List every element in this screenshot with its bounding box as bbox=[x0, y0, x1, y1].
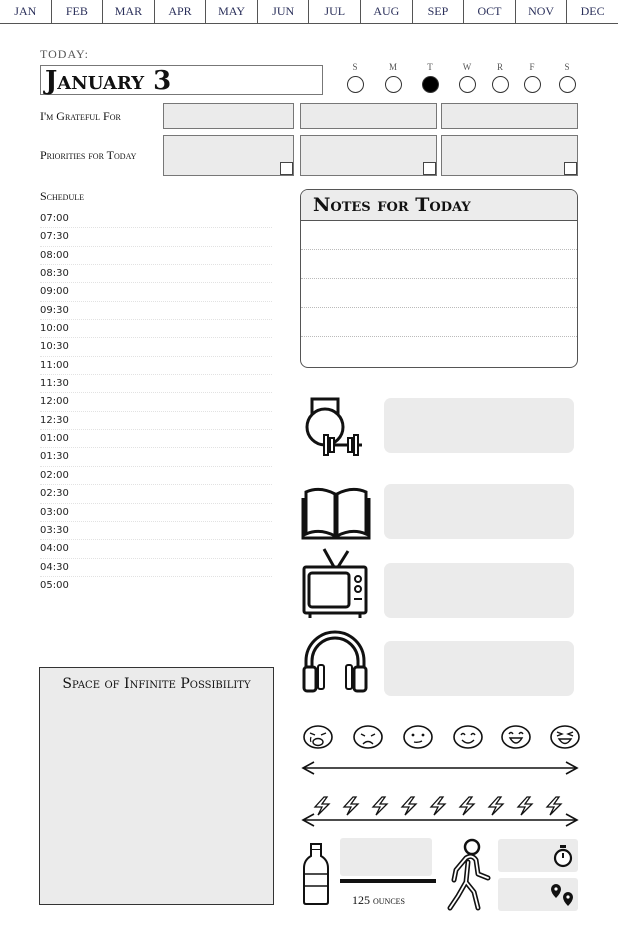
tab-aug[interactable]: AUG bbox=[361, 0, 413, 23]
notes-title: Notes for Today bbox=[301, 190, 577, 221]
weekday-tue bbox=[420, 62, 440, 93]
schedule-slot[interactable]: 09:30 bbox=[40, 302, 272, 320]
schedule-slot[interactable]: 08:00 bbox=[40, 247, 272, 265]
water-divider bbox=[340, 879, 436, 883]
energy-scale-arrow[interactable] bbox=[300, 812, 580, 828]
water-goal-label: 125 ounces bbox=[352, 893, 406, 907]
weekday-mon bbox=[383, 62, 403, 93]
tab-jun[interactable]: JUN bbox=[258, 0, 310, 23]
weekday-letter: S bbox=[564, 62, 570, 72]
music-field[interactable] bbox=[384, 641, 574, 696]
weekday-dot[interactable] bbox=[492, 76, 509, 93]
book-icon bbox=[300, 484, 372, 542]
weekday-sat bbox=[557, 62, 577, 93]
schedule-slot[interactable]: 01:30 bbox=[40, 448, 272, 466]
weekday-dot[interactable] bbox=[459, 76, 476, 93]
priority-field-3[interactable] bbox=[441, 135, 578, 176]
weekday-thu bbox=[490, 62, 510, 93]
schedule-title: Schedule bbox=[40, 189, 85, 203]
schedule-list bbox=[40, 210, 272, 595]
today-label: TODAY: bbox=[40, 47, 89, 61]
schedule-slot[interactable]: 02:30 bbox=[40, 485, 272, 503]
water-bottle-icon bbox=[302, 842, 330, 906]
tab-jul[interactable]: JUL bbox=[309, 0, 361, 23]
notes-line[interactable] bbox=[301, 337, 577, 366]
weekday-dot[interactable] bbox=[385, 76, 402, 93]
schedule-slot[interactable]: 12:30 bbox=[40, 412, 272, 430]
schedule-slot[interactable]: 09:00 bbox=[40, 283, 272, 301]
sad-face-icon[interactable] bbox=[353, 724, 383, 750]
weekday-letter: W bbox=[462, 62, 472, 72]
weekday-dot[interactable] bbox=[524, 76, 541, 93]
priority-field-1[interactable] bbox=[163, 135, 294, 176]
mood-scale-arrow[interactable] bbox=[300, 760, 580, 776]
notes-line[interactable] bbox=[301, 308, 577, 337]
notes-line[interactable] bbox=[301, 250, 577, 279]
schedule-slot[interactable]: 02:00 bbox=[40, 467, 272, 485]
weekday-dot[interactable] bbox=[559, 76, 576, 93]
schedule-slot[interactable]: 11:30 bbox=[40, 375, 272, 393]
crying-face-icon[interactable] bbox=[303, 724, 333, 750]
weekday-letter: M bbox=[388, 62, 397, 72]
notes-line[interactable] bbox=[301, 221, 577, 250]
walking-person-icon bbox=[442, 838, 494, 912]
fitness-icon bbox=[300, 391, 368, 459]
date-field[interactable]: January 3 bbox=[40, 65, 323, 95]
schedule-slot[interactable]: 07:30 bbox=[40, 228, 272, 246]
schedule-slot[interactable]: 08:30 bbox=[40, 265, 272, 283]
tab-mar[interactable]: MAR bbox=[103, 0, 155, 23]
tab-sep[interactable]: SEP bbox=[413, 0, 465, 23]
free-space-box[interactable] bbox=[39, 667, 274, 905]
schedule-slot[interactable]: 03:00 bbox=[40, 504, 272, 522]
priority-checkbox[interactable] bbox=[280, 162, 293, 175]
weekday-letter: S bbox=[352, 62, 358, 72]
free-space-title: Space of Infinite Possibility bbox=[62, 676, 251, 692]
notes-line[interactable] bbox=[301, 279, 577, 308]
schedule-slot[interactable]: 11:00 bbox=[40, 357, 272, 375]
weekday-dot[interactable] bbox=[347, 76, 364, 93]
tab-may[interactable]: MAY bbox=[206, 0, 258, 23]
map-pin-icon bbox=[548, 882, 576, 908]
priorities-label: Priorities for Today bbox=[40, 148, 137, 162]
schedule-slot[interactable]: 12:00 bbox=[40, 393, 272, 411]
reading-field[interactable] bbox=[384, 484, 574, 539]
grateful-field-1[interactable] bbox=[163, 103, 294, 129]
neutral-face-icon[interactable] bbox=[403, 724, 433, 750]
schedule-slot[interactable]: 10:00 bbox=[40, 320, 272, 338]
weekday-letter: R bbox=[496, 62, 503, 72]
schedule-slot[interactable]: 04:30 bbox=[40, 559, 272, 577]
tab-dec[interactable]: DEC bbox=[580, 4, 605, 18]
tab-nov[interactable]: NOV bbox=[516, 0, 568, 23]
walk-time-field[interactable] bbox=[498, 839, 578, 872]
tv-field[interactable] bbox=[384, 563, 574, 618]
weekday-sun bbox=[345, 62, 365, 93]
smile-face-icon[interactable] bbox=[453, 724, 483, 750]
happy-face-icon[interactable] bbox=[501, 724, 531, 750]
water-intake-field[interactable] bbox=[340, 838, 432, 876]
tab-apr[interactable]: APR bbox=[155, 0, 207, 23]
priority-checkbox[interactable] bbox=[423, 162, 436, 175]
schedule-slot[interactable]: 05:00 bbox=[40, 579, 69, 591]
laughing-face-icon[interactable] bbox=[550, 724, 580, 750]
tv-icon bbox=[300, 547, 370, 619]
stopwatch-icon bbox=[552, 844, 574, 868]
exercise-field[interactable] bbox=[384, 398, 574, 453]
tab-feb[interactable]: FEB bbox=[52, 0, 104, 23]
schedule-slot[interactable]: 03:30 bbox=[40, 522, 272, 540]
grateful-field-2[interactable] bbox=[300, 103, 437, 129]
grateful-label: I'm Grateful For bbox=[40, 109, 121, 123]
weekday-wed bbox=[457, 62, 477, 93]
weekday-fri bbox=[522, 62, 542, 93]
schedule-slot[interactable]: 10:30 bbox=[40, 338, 272, 356]
priority-field-2[interactable] bbox=[300, 135, 437, 176]
weekday-letter: T bbox=[427, 62, 433, 72]
notes-panel bbox=[300, 189, 578, 368]
weekday-dot-selected[interactable] bbox=[422, 76, 439, 93]
weekday-letter: F bbox=[529, 62, 535, 72]
grateful-field-3[interactable] bbox=[441, 103, 578, 129]
priority-checkbox[interactable] bbox=[564, 162, 577, 175]
tab-oct[interactable]: OCT bbox=[464, 0, 516, 23]
schedule-slot[interactable]: 07:00 bbox=[40, 210, 272, 228]
walk-distance-field[interactable] bbox=[498, 878, 578, 911]
weekday-selector bbox=[343, 62, 583, 96]
headphones-icon bbox=[300, 629, 370, 693]
month-tabs bbox=[0, 0, 618, 24]
schedule-slot[interactable]: 01:00 bbox=[40, 430, 272, 448]
schedule-slot[interactable]: 04:00 bbox=[40, 540, 272, 558]
tab-jan[interactable]: JAN bbox=[0, 0, 52, 23]
